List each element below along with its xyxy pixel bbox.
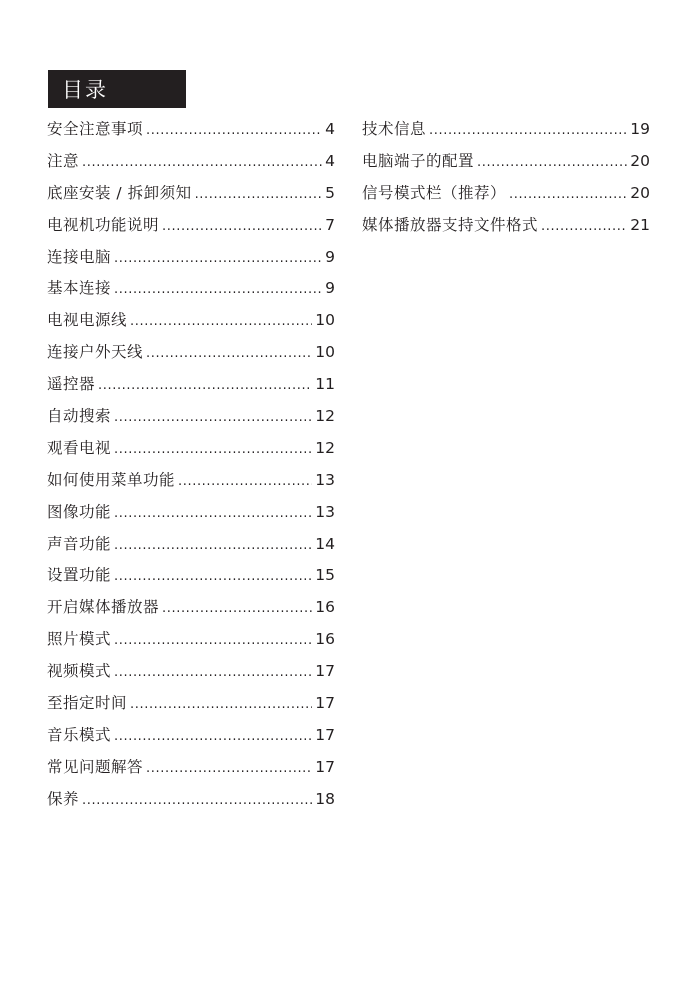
- toc-entry-page: 13: [315, 502, 335, 521]
- toc-leader-dots: [429, 115, 627, 147]
- toc-entry-page: 7: [325, 215, 335, 234]
- toc-entry-label: 至指定时间: [47, 694, 128, 713]
- toc-entry-label: 基本连接: [47, 279, 112, 298]
- toc-entry-label: 常见问题解答: [47, 757, 144, 776]
- toc-leader-dots: [477, 147, 627, 179]
- toc-leader-dots: [541, 211, 627, 243]
- toc-entry-page: 17: [315, 725, 335, 744]
- toc-entry[interactable]: [47, 401, 335, 433]
- toc-entry[interactable]: [47, 210, 335, 242]
- toc-entry[interactable]: [47, 752, 335, 784]
- toc-leader-dots: [114, 498, 312, 530]
- toc-leader-dots: [114, 530, 312, 562]
- toc-entry[interactable]: [47, 624, 335, 656]
- toc-leader-dots: [98, 370, 312, 402]
- toc-entry-page: 4: [325, 151, 335, 170]
- toc-leader-dots: [130, 689, 312, 721]
- toc-leader-dots: [195, 179, 323, 211]
- toc-entry[interactable]: [47, 242, 335, 274]
- toc-leader-dots: [114, 243, 322, 275]
- toc-entry[interactable]: [47, 337, 335, 369]
- toc-entry[interactable]: [47, 178, 335, 210]
- toc-entry-label: 技术信息: [362, 120, 427, 138]
- toc-entry-page: 13: [315, 470, 335, 489]
- toc-entry-label: 图像功能: [47, 502, 112, 521]
- toc-entry-label: 如何使用菜单功能: [47, 470, 176, 489]
- toc-entry[interactable]: [362, 146, 650, 178]
- toc-entry-page: 20: [630, 151, 650, 170]
- toc-entry-page: 17: [315, 694, 335, 713]
- toc-entry[interactable]: [47, 529, 335, 561]
- toc-entry-page: 10: [315, 311, 335, 330]
- toc-leader-dots: [114, 625, 312, 657]
- toc-entry-page: 5: [325, 183, 335, 202]
- toc-entry-label: 电视机功能说明: [47, 215, 160, 234]
- toc-entry[interactable]: [47, 592, 335, 624]
- toc-entry[interactable]: [47, 656, 335, 688]
- toc-title: 目录: [62, 78, 108, 102]
- toc-entry-label: 照片模式: [47, 630, 112, 649]
- toc-entry[interactable]: [47, 784, 335, 816]
- toc-leader-dots: [162, 593, 312, 625]
- toc-entry-page: 4: [325, 120, 335, 138]
- toc-leader-dots: [146, 753, 312, 785]
- toc-entry-label: 保养: [47, 789, 80, 808]
- toc-entry-page: 12: [315, 407, 335, 426]
- toc-entry-label: 音乐模式: [47, 725, 112, 744]
- toc-leader-dots: [114, 561, 312, 593]
- toc-entry-label: 开启媒体播放器: [47, 598, 160, 617]
- toc-entry[interactable]: [47, 114, 335, 146]
- toc-entry-label: 电脑端子的配置: [362, 151, 475, 170]
- toc-leader-dots: [509, 179, 627, 211]
- toc-leader-dots: [178, 466, 312, 498]
- toc-leader-dots: [114, 721, 312, 753]
- toc-entry-label: 遥控器: [47, 375, 96, 394]
- toc-entry-page: 18: [315, 789, 335, 808]
- toc-leader-dots: [130, 306, 312, 338]
- toc-leader-dots: [146, 338, 312, 370]
- toc-entry[interactable]: [47, 497, 335, 529]
- toc-entry-page: 11: [315, 375, 335, 394]
- toc-entry[interactable]: [47, 433, 335, 465]
- toc-entry-label: 视频模式: [47, 662, 112, 681]
- toc-entry[interactable]: [47, 369, 335, 401]
- toc-leader-dots: [114, 434, 312, 466]
- toc-entry-page: 17: [315, 757, 335, 776]
- toc-entry-label: 连接电脑: [47, 247, 112, 266]
- toc-leader-dots: [82, 147, 322, 179]
- toc-entry[interactable]: [47, 305, 335, 337]
- toc-leader-dots: [162, 211, 322, 243]
- toc-column-right: [362, 114, 650, 242]
- toc-entry-label: 观看电视: [47, 438, 112, 457]
- toc-entry[interactable]: [47, 465, 335, 497]
- toc-entry[interactable]: [47, 688, 335, 720]
- toc-entry-page: 12: [315, 438, 335, 457]
- toc-entry-page: 14: [315, 534, 335, 553]
- toc-entry-page: 17: [315, 662, 335, 681]
- toc-entry-page: 15: [315, 566, 335, 585]
- toc-entry-label: 注意: [47, 151, 80, 170]
- toc-entry-page: 16: [315, 598, 335, 617]
- toc-entry-label: 声音功能: [47, 534, 112, 553]
- toc-title-box: [48, 70, 186, 108]
- toc-entry-page: 19: [630, 120, 650, 138]
- toc-entry-page: 9: [325, 247, 335, 266]
- toc-entry[interactable]: [47, 720, 335, 752]
- toc-entry-label: 设置功能: [47, 566, 112, 585]
- toc-entry[interactable]: [362, 114, 650, 146]
- toc-entry-label: 信号模式栏（推荐）: [362, 183, 507, 202]
- toc-entry[interactable]: [47, 560, 335, 592]
- toc-entry-label: 安全注意事项: [47, 120, 144, 138]
- toc-entry-page: 10: [315, 343, 335, 362]
- toc-entry-label: 连接户外天线: [47, 343, 144, 362]
- toc-entry[interactable]: [47, 273, 335, 305]
- toc-leader-dots: [146, 115, 322, 147]
- toc-entry-page: 16: [315, 630, 335, 649]
- toc-entry[interactable]: [362, 210, 650, 242]
- toc-entry[interactable]: [362, 178, 650, 210]
- toc-entry-label: 底座安装 / 拆卸须知: [47, 183, 192, 202]
- toc-leader-dots: [114, 402, 312, 434]
- toc-entry-label: 自动搜索: [47, 407, 112, 426]
- toc-leader-dots: [82, 785, 312, 817]
- toc-entry-page: 21: [630, 215, 650, 234]
- toc-entry-label: 电视电源线: [47, 311, 128, 330]
- toc-entry[interactable]: [47, 146, 335, 178]
- toc-column-left: [47, 114, 335, 816]
- toc-entry-page: 20: [630, 183, 650, 202]
- toc-entry-label: 媒体播放器支持文件格式: [362, 215, 539, 234]
- toc-entry-page: 9: [325, 279, 335, 298]
- toc-leader-dots: [114, 274, 322, 306]
- toc-leader-dots: [114, 657, 312, 689]
